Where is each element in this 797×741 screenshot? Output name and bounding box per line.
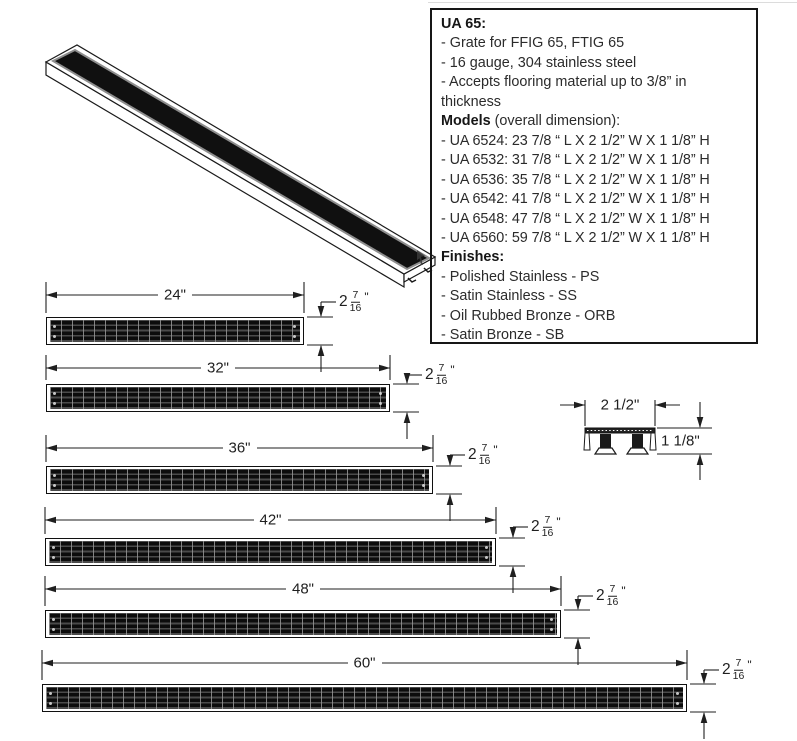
width-label (337, 290, 371, 315)
models-suffix: (overall dimension): (490, 113, 621, 130)
xsec-anchor-leg (632, 434, 643, 448)
width-label (466, 443, 500, 468)
dim-arrow (655, 402, 666, 409)
dim-arrow (422, 445, 433, 452)
dim-arrow (485, 517, 496, 524)
dim-arrow (574, 402, 585, 409)
length-label: 24" (158, 287, 192, 304)
dim-arrow (550, 586, 561, 593)
dim-arrow (318, 306, 325, 317)
spec-line: - UA 6542: 41 7/8 “ L X 2 1/2” W X 1 1/8” H (441, 191, 710, 208)
width-fraction: $\frac{7}{16}$ (349, 288, 362, 314)
length-label: 48" (286, 581, 320, 598)
dim-arrow (447, 494, 454, 505)
grate-top-view-24in (46, 317, 304, 345)
dim-arrow (697, 417, 704, 428)
width-fraction: $\frac{7}{16}$ (435, 361, 448, 387)
grate-top-view-36in (46, 466, 433, 494)
inch-mark: " (450, 362, 455, 377)
width-whole: 2 (596, 587, 605, 604)
dim-arrow (46, 445, 57, 452)
spec-line: - Grate for FFIG 65, FTIG 65 (441, 35, 625, 52)
screw-hole (550, 628, 553, 631)
screw-hole (52, 628, 55, 631)
inch-mark: " (364, 289, 369, 304)
dim-arrow (575, 599, 582, 610)
width-whole: 2 (531, 518, 540, 535)
dim-arrow (45, 517, 56, 524)
length-label: 60" (347, 655, 381, 672)
width-label (529, 515, 563, 540)
dim-arrow (42, 660, 53, 667)
length-label: 36" (222, 440, 256, 457)
dim-arrow (701, 673, 708, 684)
width-whole: 2 (339, 293, 348, 310)
dim-arrow (45, 586, 56, 593)
width-whole: 2 (722, 661, 731, 678)
spec-finishes (441, 268, 747, 346)
dim-arrow (510, 566, 517, 577)
inch-mark: " (556, 514, 561, 529)
spec-line: - Accepts flooring material up to 3/8” in thickness (441, 74, 687, 110)
grate-top-view-60in (42, 684, 687, 712)
screw-hole (485, 556, 488, 559)
xsec-anchor-foot (627, 448, 648, 454)
spec-line: - 16 gauge, 304 stainless steel (441, 54, 637, 71)
width-label (423, 363, 457, 388)
grate-slot-pattern (50, 320, 300, 342)
spec-line: - UA 6532: 31 7/8 “ L X 2 1/2” W X 1 1/8” H (441, 152, 710, 169)
dim-arrow (697, 454, 704, 465)
dim-arrow (293, 292, 304, 299)
width-fraction: $\frac{7}{16}$ (478, 441, 491, 467)
xsec-anchor-foot (595, 448, 616, 454)
grate-top-view-42in (45, 538, 496, 566)
screw-hole (49, 702, 52, 705)
spec-line: - Oil Rubbed Bronze - ORB (441, 307, 616, 324)
dim-arrow (701, 712, 708, 723)
spec-title: UA 65: (441, 16, 487, 32)
width-label (594, 584, 628, 609)
grate-slot-pattern (49, 613, 557, 635)
spec-models (441, 132, 747, 249)
dim-arrow (379, 365, 390, 372)
screw-hole (52, 556, 55, 559)
spec-line: - UA 6548: 47 7/8 “ L X 2 1/2” W X 1 1/8” H (441, 210, 710, 227)
width-whole: 2 (425, 366, 434, 383)
width-fraction: $\frac{7}{16}$ (732, 656, 745, 682)
length-label: 42" (253, 512, 287, 529)
screw-hole (53, 484, 56, 487)
cross-section-width-label: 2 1/2" (600, 396, 640, 414)
spec-panel (430, 8, 758, 344)
grate-slot-pattern (46, 687, 683, 709)
dim-arrow (46, 365, 57, 372)
width-fraction: $\frac{7}{16}$ (606, 582, 619, 608)
screw-hole (676, 702, 679, 705)
dim-arrow (318, 345, 325, 356)
screw-hole (422, 484, 425, 487)
width-whole: 2 (468, 446, 477, 463)
width-fraction: $\frac{7}{16}$ (541, 513, 554, 539)
xsec-right-wall (650, 433, 656, 450)
dim-arrow (46, 292, 57, 299)
xsec-anchor-leg (600, 434, 611, 448)
screw-hole (293, 335, 296, 338)
grate-slot-pattern (50, 387, 386, 409)
dim-arrow (575, 638, 582, 649)
spec-line: - Polished Stainless - PS (441, 268, 600, 285)
xsec-left-wall (584, 433, 590, 450)
grate-slot-pattern (49, 541, 492, 563)
width-label (720, 658, 754, 683)
screw-hole (53, 335, 56, 338)
models-label: Models (441, 113, 491, 130)
spec-line: - Satin Stainless - SS (441, 288, 577, 305)
spec-line: - UA 6560: 59 7/8 “ L X 2 1/2” W X 1 1/8” H (441, 229, 710, 246)
screw-hole (53, 402, 56, 405)
grate-top-view-48in (45, 610, 561, 638)
spec-features (441, 34, 747, 112)
inch-mark: " (493, 442, 498, 457)
cross-section-height-label: 1 1/8" (661, 432, 700, 450)
inch-mark: " (621, 583, 626, 598)
spec-line: - UA 6524: 23 7/8 “ L X 2 1/2” W X 1 1/8” H (441, 132, 710, 149)
length-label: 32" (201, 360, 235, 377)
spec-models-heading (441, 112, 747, 131)
dim-arrow (510, 527, 517, 538)
dim-arrow (447, 455, 454, 466)
inch-mark: " (747, 657, 752, 672)
dim-arrow (404, 412, 411, 423)
grate-slot-pattern (50, 469, 429, 491)
screw-hole (379, 402, 382, 405)
grate-top-view-32in (46, 384, 390, 412)
spec-finishes-heading: Finishes: (441, 249, 505, 266)
spec-line: - Satin Bronze - SB (441, 327, 565, 344)
dim-arrow (676, 660, 687, 667)
spec-line: - UA 6536: 35 7/8 “ L X 2 1/2” W X 1 1/8” H (441, 171, 710, 188)
